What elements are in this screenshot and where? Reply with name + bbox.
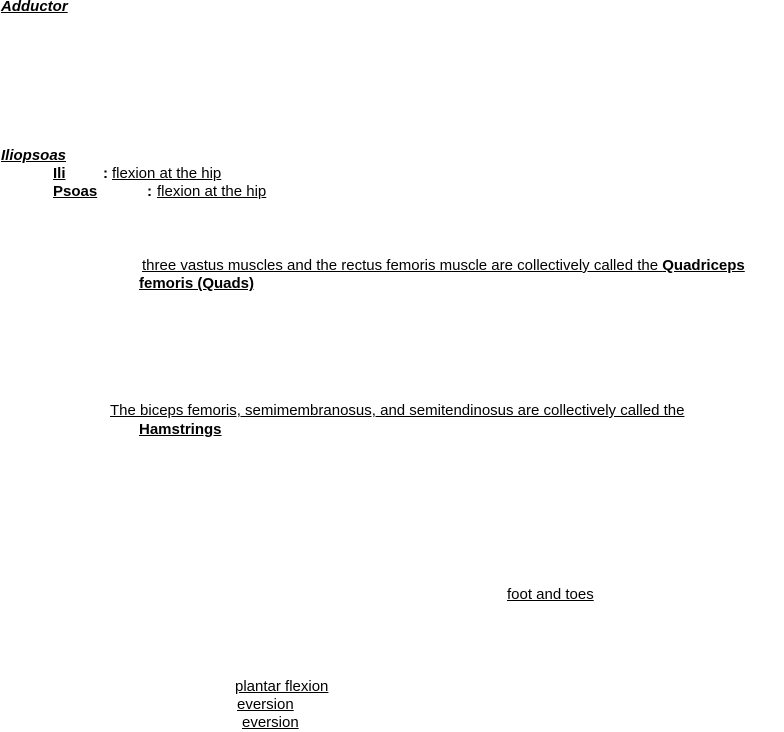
note-plantar-flexion: plantar flexion [235,678,329,695]
muscle-psoas-name: Psoas [53,183,98,200]
muscle-psoas-action: flexion at the hip [157,183,267,200]
muscle-ili-colon: : [103,165,108,182]
quadriceps-sentence [142,257,745,275]
hamstrings-term: Hamstrings [139,421,222,438]
hamstrings-sentence: The biceps femoris, semimembranosus, and semitendinosus are collectively called the [110,402,685,419]
quadriceps-term-part1: Quadriceps [662,257,745,274]
heading-iliopsoas: Iliopsoas [1,147,67,164]
muscle-ili-name: Ili [53,165,66,182]
heading-adductor: Adductor [1,0,68,15]
quadriceps-term-part2: femoris (Quads) [139,275,255,292]
quadriceps-text: three vastus muscles and the rectus femoris muscle are collectively called the [142,257,663,274]
muscle-ili-action: flexion at the hip [112,165,222,182]
note-eversion-2: eversion [242,714,299,731]
note-foot-and-toes: foot and toes [507,586,594,603]
note-eversion-1: eversion [237,696,294,713]
muscle-psoas-colon: : [147,183,152,200]
